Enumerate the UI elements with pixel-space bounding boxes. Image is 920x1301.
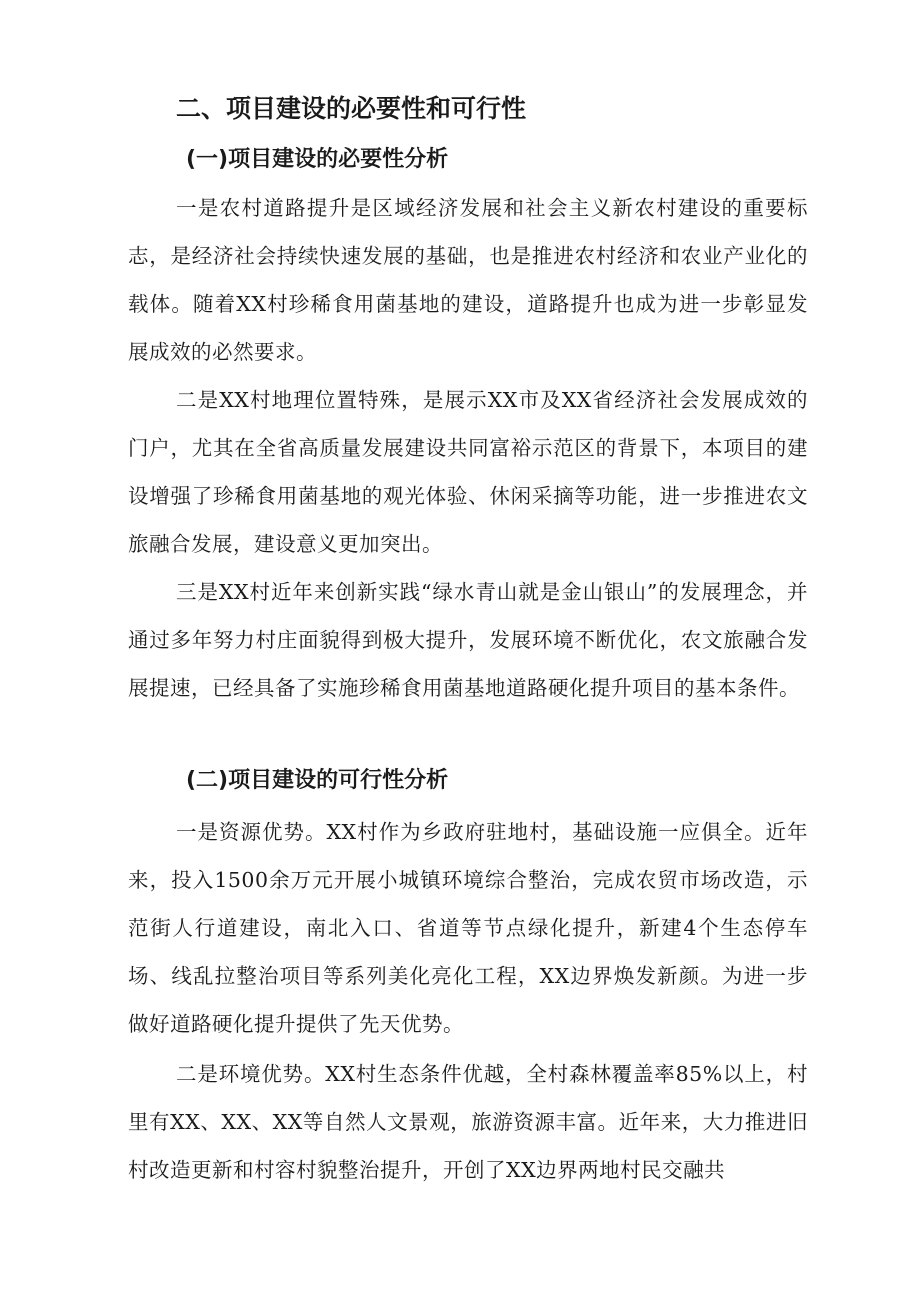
paragraph: 一是资源优势。XX村作为乡政府驻地村，基础设施一应俱全。近年来，投入1500余万元开展小城镇环境综合整治，完成农贸市场改造，示范街人行道建设，南北入口、省道等节点绿化提升，新建4个生态停车场、线乱拉整治项目等系列美化亮化工程，XX边界焕发新颜。为进一步做好道路硬化提升提供了先天优势。 [128,820,808,1036]
paragraph: 二是XX村地理位置特殊，是展示XX市及XX省经济社会发展成效的门户，尤其在全省高质量发展建设共同富裕示范区的背景下，本项目的建设增强了珍稀食用菌基地的观光体验、休闲采摘等功能，进一步推进农文旅融合发展，建设意义更加突出。 [128,388,808,556]
paragraph: 一是农村道路提升是区域经济发展和社会主义新农村建设的重要标志，是经济社会持续快速发展的基础，也是推进农村经济和农业产业化的载体。随着XX村珍稀食用菌基地的建设，道路提升也成为进一步彰显发展成效的必然要求。 [128,196,808,364]
paragraph: 二是环境优势。XX村生态条件优越，全村森林覆盖率85%以上，村里有XX、XX、XX等自然人文景观，旅游资源丰富。近年来，大力推进旧村改造更新和村容村貌整治提升，开创了XX边界两地村民交融共 [128,1062,808,1182]
subsection-heading-necessity: (一)项目建设的必要性分析 [186,147,449,172]
paragraph: 三是XX村近年来创新实践“绿水青山就是金山银山”的发展理念，并通过多年努力村庄面貌得到极大提升，发展环境不断优化，农文旅融合发展提速，已经具备了实施珍稀食用菌基地道路硬化提升项目的基本条件。 [128,580,808,700]
subsection-heading-feasibility: (二)项目建设的可行性分析 [186,768,449,793]
section-heading: 二、项目建设的必要性和可行性 [176,94,527,123]
